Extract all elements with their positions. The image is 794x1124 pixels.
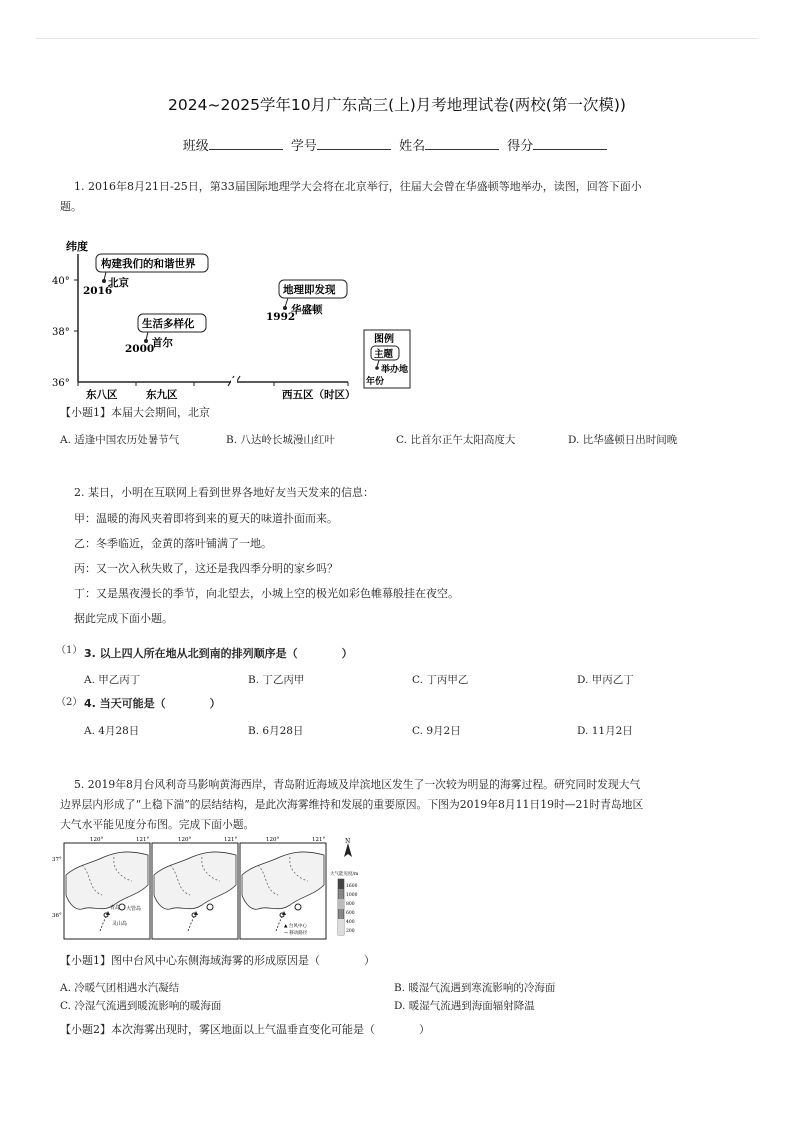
lon-120-b: 120° bbox=[178, 837, 192, 843]
q5-option-d[interactable]: D. 暖湿气流遇到海面辐射降温 bbox=[394, 1000, 535, 1012]
q3-option-a[interactable]: A. 甲乙丙丁 bbox=[84, 674, 141, 686]
map-city-qingdao: 青岛 bbox=[110, 905, 121, 911]
y-tick-36: 36° bbox=[52, 378, 70, 389]
seoul-year: 2000 bbox=[125, 343, 155, 355]
x-tick-east9: 东九区 bbox=[146, 389, 178, 401]
y-tick-40: 40° bbox=[52, 276, 70, 287]
lat-37: 37° bbox=[52, 857, 62, 863]
q2-sub2-number: （2） bbox=[56, 697, 83, 708]
q5-option-a[interactable]: A. 冷暖气团相遇水汽凝结 bbox=[60, 982, 180, 994]
lon-121-c: 121° bbox=[312, 837, 326, 843]
q5-stem-line2: 边界层内形成了“上稳下湍”的层结结构，是此次海雾维持和发展的重要原因。下图为2019年8月11日19时—21时青岛地区 bbox=[60, 798, 644, 811]
q5-sub2-question: 【小题2】本次海雾出现时，雾区地面以上气温垂直变化可能是（ ） bbox=[60, 1023, 430, 1036]
legend-theme: 主题 bbox=[374, 349, 394, 360]
y-axis-label: 纬度 bbox=[66, 240, 88, 253]
lon-120: 120° bbox=[90, 837, 104, 843]
q1-option-a[interactable]: A. 适逢中国农历处暑节气 bbox=[60, 434, 180, 446]
x-tick-east8: 东八区 bbox=[86, 389, 118, 401]
q4-option-c[interactable]: C. 9月2日 bbox=[412, 725, 461, 737]
q1-option-c[interactable]: C. 比首尔正午太阳高度大 bbox=[396, 434, 516, 446]
q2-line-ding: 丁：又是黑夜漫长的季节，向北望去，小城上空的极光如彩色帷幕般挂在夜空。 bbox=[74, 587, 459, 600]
q2-line-yi: 乙：冬季临近，金黄的落叶铺满了一地。 bbox=[74, 537, 272, 550]
class-label: 班级 bbox=[182, 139, 209, 154]
legend-item2: 年份 bbox=[366, 377, 385, 387]
name-label: 姓名 bbox=[399, 139, 426, 154]
map-city-lingshan: 灵山岛 bbox=[112, 921, 128, 927]
scale-200: 200 bbox=[346, 929, 355, 934]
q5-option-b[interactable]: B. 暖湿气流遇到寒流影响的冷海面 bbox=[394, 982, 556, 994]
q5-stem-line1: 5. 2019年8月台风利奇马影响黄海西岸，青岛附近海域及岸滨地区发生了一次较为明显的海雾过程。研究同时发现大气 bbox=[74, 778, 641, 791]
map-city-daguan: 大管岛 bbox=[126, 906, 142, 912]
q2-line-instruction: 据此完成下面小题。 bbox=[74, 612, 173, 625]
seoul-city: 首尔 bbox=[152, 337, 173, 349]
q1-option-b[interactable]: B. 八达岭长城漫山红叶 bbox=[226, 434, 335, 446]
q4-option-b[interactable]: B. 6月28日 bbox=[248, 725, 304, 737]
class-blank[interactable] bbox=[209, 137, 283, 150]
score-label: 得分 bbox=[507, 139, 534, 154]
q1-stem-line2: 题。 bbox=[60, 200, 82, 213]
student-id-blank[interactable] bbox=[317, 137, 391, 150]
washington-year: 1992 bbox=[266, 311, 296, 323]
q2-sub2-question: 4. 当天可能是（ ） bbox=[84, 697, 221, 710]
north-arrow-icon bbox=[344, 843, 352, 857]
score-blank[interactable] bbox=[533, 137, 607, 150]
q5-sub1-question: 【小题1】图中台风中心东侧海域海雾的形成原因是（ ） bbox=[60, 954, 375, 967]
q2-line-bing: 丙：又一次入秋失败了，这还是我四季分明的家乡吗？ bbox=[74, 562, 338, 575]
q4-option-a[interactable]: A. 4月28日 bbox=[84, 725, 140, 737]
q1-sub-label: 【小题1】本届大会期间，北京 bbox=[60, 406, 210, 419]
washington-city: 华盛顿 bbox=[291, 304, 323, 316]
beijing-year: 2016 bbox=[83, 285, 113, 297]
seoul-theme: 生活多样化 bbox=[142, 318, 195, 330]
scale-600: 600 bbox=[346, 911, 355, 916]
y-tick-38: 38° bbox=[52, 327, 70, 338]
q2-stem: 2. 某日，小明在互联网上看到世界各地好友当天发来的信息： bbox=[74, 486, 374, 499]
q5-visibility-maps bbox=[52, 835, 372, 947]
legend-item: 举办地 bbox=[381, 365, 409, 375]
q4-option-d[interactable]: D. 11月2日 bbox=[577, 725, 633, 737]
map-panel-19h bbox=[64, 843, 150, 939]
washington-theme: 地理即发现 bbox=[283, 284, 336, 296]
q1-stem-line1: 1. 2016年8月21日-25日，第33届国际地理学大会将在北京举行，往届大会曾在华盛顿等地举办，读图，回答下面小 bbox=[74, 180, 642, 193]
scale-1000: 1000 bbox=[346, 893, 358, 898]
legend-title: 图例 bbox=[374, 334, 394, 345]
beijing-point bbox=[102, 279, 106, 283]
q2-sub1-question: 3. 以上四人所在地从北到南的排列顺序是（ ） bbox=[84, 647, 353, 660]
x-tick-west5: 西五区（时区） bbox=[282, 389, 356, 401]
q5-stem-line3: 大气水平能见度分布图。完成下面小题。 bbox=[60, 818, 255, 831]
scale-title: 大气能见度/m bbox=[330, 872, 359, 877]
q2-sub1-number: （1） bbox=[56, 645, 83, 656]
q1-figure bbox=[52, 236, 416, 404]
q5-option-c[interactable]: C. 冷湿气流遇到暖流影响的暖海面 bbox=[60, 1000, 222, 1012]
page-top-rule bbox=[36, 38, 758, 39]
student-info-row bbox=[0, 135, 794, 154]
scale-800: 800 bbox=[346, 902, 355, 907]
map-panel-21h bbox=[240, 843, 326, 939]
student-id-label: 学号 bbox=[290, 139, 317, 154]
map-panel-20h bbox=[152, 843, 238, 939]
lon-121-b: 121° bbox=[224, 837, 238, 843]
name-blank[interactable] bbox=[425, 137, 499, 150]
lon-120-c: 120° bbox=[266, 837, 280, 843]
q3-option-c[interactable]: C. 丁丙甲乙 bbox=[412, 674, 469, 686]
map-legend-path: → 移动路径 bbox=[284, 931, 308, 936]
north-label: N bbox=[345, 838, 351, 845]
q2-line-jia: 甲：温暖的海风夹着即将到来的夏天的味道扑面而来。 bbox=[74, 512, 338, 525]
beijing-city: 北京 bbox=[108, 277, 129, 289]
washington-point bbox=[283, 306, 287, 310]
lon-121: 121° bbox=[136, 837, 150, 843]
q1-option-d[interactable]: D. 比华盛顿日出时间晚 bbox=[568, 434, 678, 446]
lat-36: 36° bbox=[52, 913, 62, 919]
map-legend-typhoon: ▲ 台风中心 bbox=[284, 924, 307, 929]
exam-title: 2024~2025学年10月广东高三(上)月考地理试卷(两校(第一次模)) bbox=[168, 96, 626, 114]
q3-option-b[interactable]: B. 丁乙丙甲 bbox=[248, 674, 305, 686]
scale-1600: 1600 bbox=[346, 884, 358, 889]
q3-option-d[interactable]: D. 甲丙乙丁 bbox=[577, 674, 634, 686]
beijing-theme: 构建我们的和谐世界 bbox=[101, 258, 196, 270]
scale-400: 400 bbox=[346, 920, 355, 925]
